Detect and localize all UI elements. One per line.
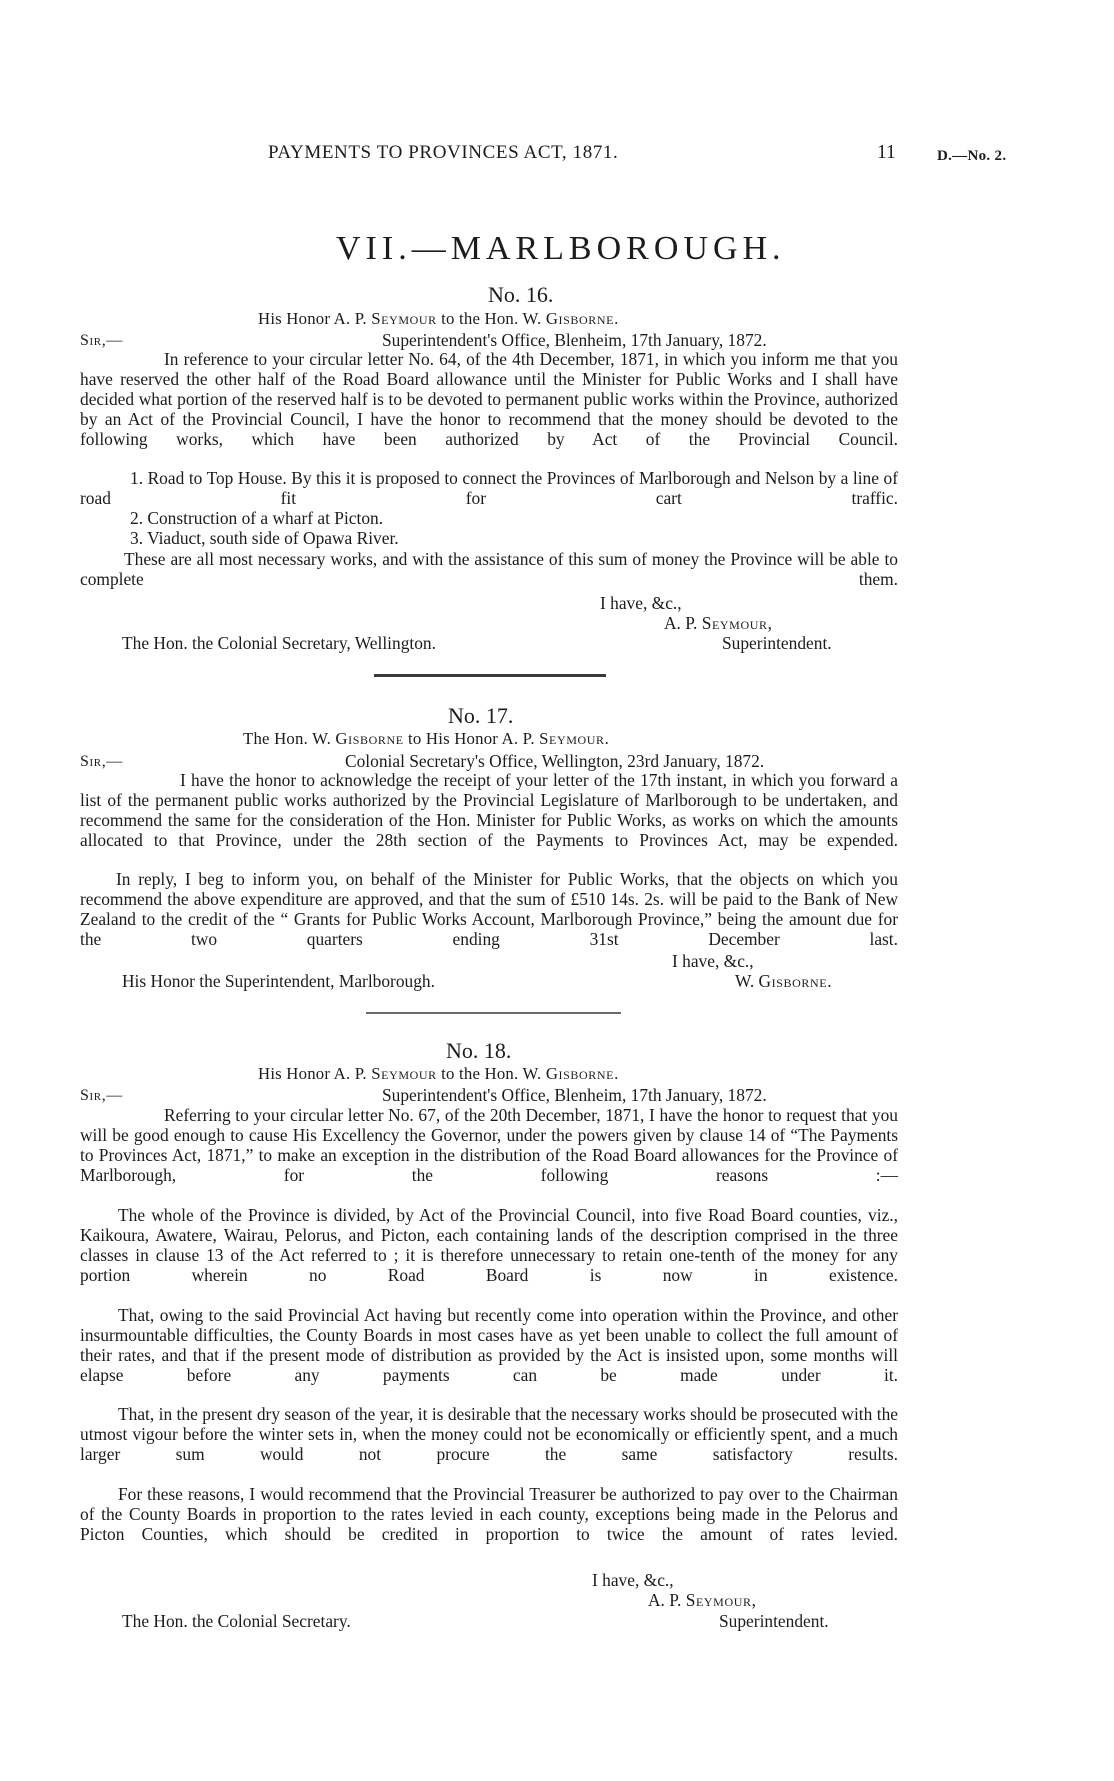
addressee: The Hon. the Colonial Secretary, Wellington. [122, 633, 436, 653]
body-paragraph: The whole of the Province is divided, by Act of the Provincial Council, into five Road Board counties, viz., Kaikoura, Awatere, Wairau, Pelorus, and Picton, each containing lands of the description comprised in the three classes in clause 13 of the Act referred to ; it is therefore unnecessary to retain one-tenth of the money for any portion wherein no Road Board is now in existence. [80, 1205, 898, 1285]
body-paragraph: 3. Viaduct, south side of Opawa River. [130, 528, 399, 548]
body-paragraph: Referring to your circular letter No. 67, of the 20th December, 1871, I have the honor to request that you will be good enough to cause His Excellency the Governor, under the powers given by clause 14 of “The Payments to Provinces Act, 1871,” to make an exception in the distribution of the Road Board allowances for the Province of Marlborough, for the following reasons :— [80, 1105, 898, 1185]
signer-title: Superintendent. [719, 1611, 829, 1631]
salutation: Sir,— [80, 753, 123, 770]
signer-title: Superintendent. [722, 633, 832, 653]
letter-correspondents: His Honor A. P. Seymour to the Hon. W. Gisborne. [258, 1064, 619, 1083]
body-paragraph: That, owing to the said Provincial Act having but recently come into operation within the Province, and other insurmountable difficulties, the County Boards in most cases have as yet been unable to collect the full amount of their rates, and that if the present mode of distribution as provided by the Act is insisted upon, some months will elapse before any payments can be made under it. [80, 1305, 898, 1385]
body-paragraph: I have the honor to acknowledge the receipt of your letter of the 17th instant, in which you forward a list of the permanent public works authorized by the Provincial Legislature of Marlborough to be undertaken, and recommend the same for the consideration of the Hon. Minister for Public Works, as works on which the amounts allocated to that Province, under the 28th section of the Payments to Provinces Act, may be expended. [80, 770, 898, 850]
signature: A. P. Seymour, [648, 1590, 757, 1610]
section-divider [366, 1012, 621, 1014]
salutation: Sir,— [80, 1087, 123, 1104]
closing: I have, &c., [592, 1570, 674, 1590]
place-date: Colonial Secretary's Office, Wellington, 23rd January, 1872. [345, 751, 765, 771]
document-reference: D.—No. 2. [937, 148, 1007, 164]
salutation: Sir,— [80, 332, 123, 349]
closing: I have, &c., [672, 951, 754, 971]
letter-number: No. 17. [448, 703, 514, 728]
letter-correspondents: His Honor A. P. Seymour to the Hon. W. Gisborne. [258, 309, 619, 328]
body-paragraph: For these reasons, I would recommend that the Provincial Treasurer be authorized to pay over to the Chairman of the County Boards in proportion to the rates levied in each county, exceptions being made in the Pelorus and Picton Counties, which should be credited in proportion to twice the amount of rates levied. [80, 1484, 898, 1544]
body-paragraph: 1. Road to Top House. By this it is proposed to connect the Provinces of Marlborough and Nelson by a line of road fit for cart traffic. [80, 468, 898, 508]
running-title: PAYMENTS TO PROVINCES ACT, 1871. [268, 142, 619, 163]
body-paragraph: 2. Construction of a wharf at Picton. [130, 508, 384, 528]
section-divider [374, 674, 606, 677]
body-paragraph: These are all most necessary works, and with the assistance of this sum of money the Province will be able to complete them. [80, 549, 898, 589]
addressee: The Hon. the Colonial Secretary. [122, 1611, 351, 1631]
place-date: Superintendent's Office, Blenheim, 17th January, 1872. [382, 330, 767, 350]
closing: I have, &c., [600, 593, 682, 613]
signature: A. P. Seymour, [664, 613, 773, 633]
body-paragraph: In reply, I beg to inform you, on behalf of the Minister for Public Works, that the objects on which you recommend the above expenditure are approved, and that the sum of £510 14s. 2s. will be paid to the Bank of New Zealand to the credit of the “ Grants for Public Works Account, Marlborough Province,” being the amount due for the two quarters ending 31st December last. [80, 869, 898, 949]
section-title: VII.—MARLBOROUGH. [336, 230, 786, 267]
body-paragraph: That, in the present dry season of the year, it is desirable that the necessary works should be prosecuted with the utmost vigour before the winter sets in, when the money could not be economically or efficiently spent, and a much larger sum would not procure the same satisfactory results. [80, 1404, 898, 1464]
signature: W. Gisborne. [735, 971, 833, 991]
place-date: Superintendent's Office, Blenheim, 17th January, 1872. [382, 1085, 767, 1105]
addressee: His Honor the Superintendent, Marlborough. [122, 971, 435, 991]
letter-number: No. 16. [488, 282, 554, 307]
letter-number: No. 18. [446, 1038, 512, 1063]
body-paragraph: In reference to your circular letter No. 64, of the 4th December, 1871, in which you inform me that you have reserved the other half of the Road Board allowance until the Minister for Public Works and I shall have decided what portion of the reserved half is to be devoted to permanent public works within the Province, authorized by an Act of the Provincial Council, I have the honor to recommend that the money should be devoted to the following works, which have been authorized by Act of the Provincial Council. [80, 349, 898, 449]
page-number: 11 [877, 142, 896, 163]
letter-correspondents: The Hon. W. Gisborne to His Honor A. P. Seymour. [243, 729, 610, 748]
